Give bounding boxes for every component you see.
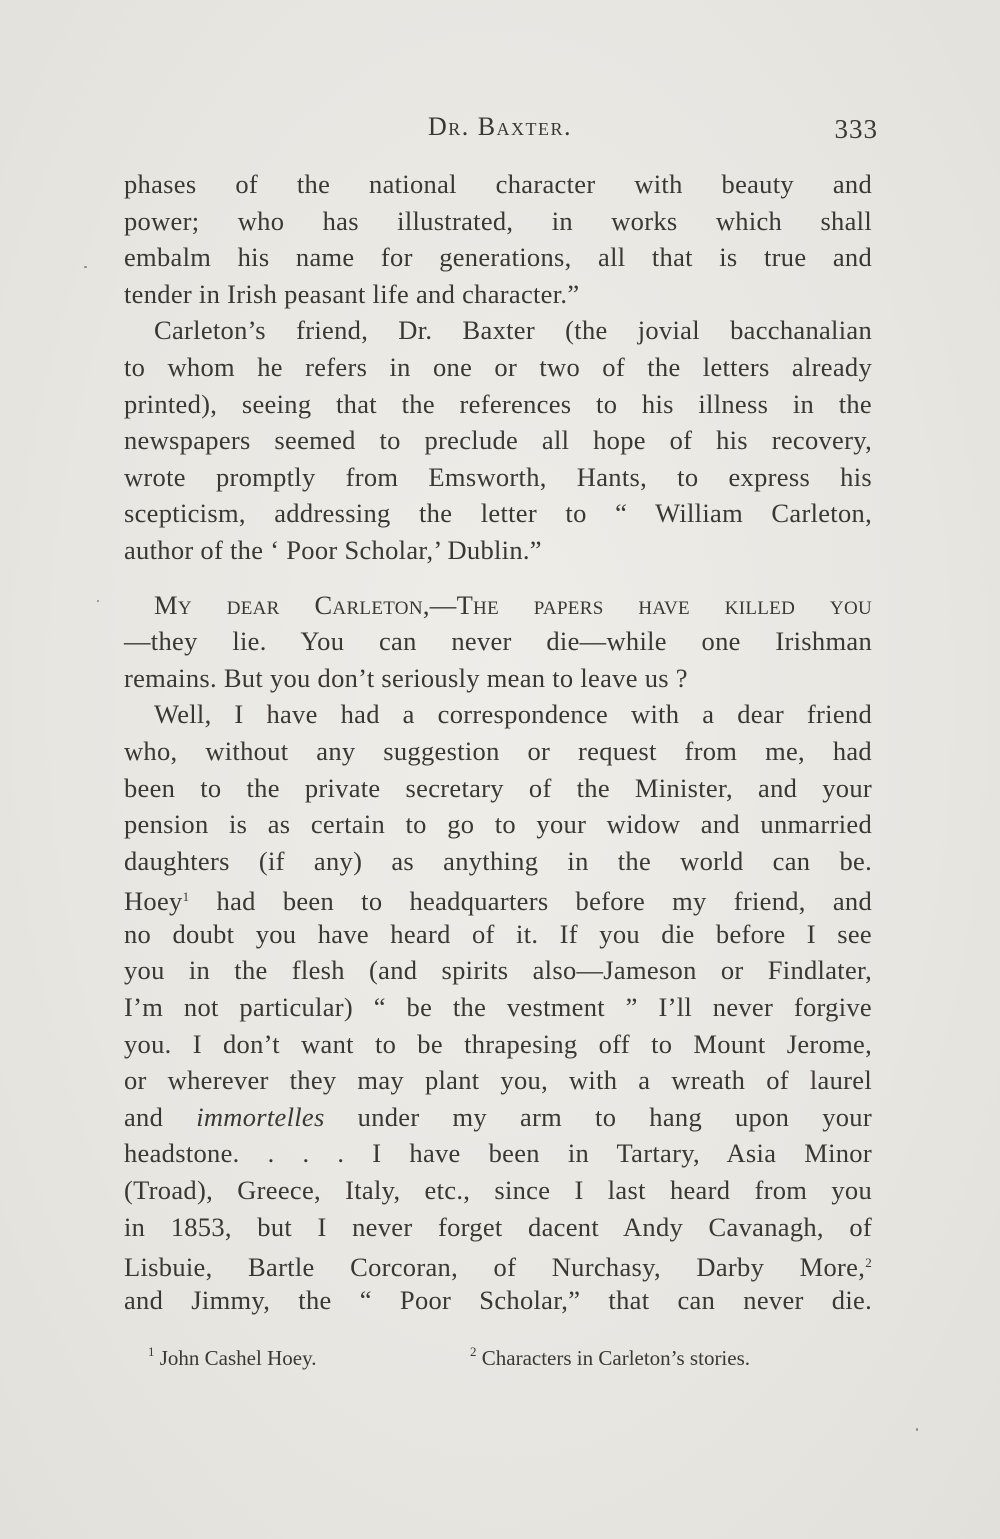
text-line: tender in Irish peasant life and character.”	[124, 278, 580, 309]
text-line: been to the private secretary of the Minister, and your	[124, 772, 872, 803]
footnote-text: John Cashel Hoey.	[159, 1346, 317, 1370]
body-text	[124, 166, 872, 1318]
text-line: in 1853, but I never forget dacent Andy Cavanagh, of	[124, 1211, 872, 1242]
text-line: who, without any suggestion or request from me, had	[124, 735, 872, 766]
footnote-text: Characters in Carleton’s stories.	[481, 1346, 751, 1370]
text-line: —they lie. You can never die—while one Irishman	[124, 626, 872, 657]
text-line: power; who has illustrated, in works which shall	[124, 205, 872, 236]
page-number: 333	[834, 114, 878, 144]
text-line: embalm his name for generations, all that is true and	[124, 242, 872, 273]
paper-speck	[916, 1428, 918, 1431]
text-line: (Troad), Greece, Italy, etc., since I last heard from you	[124, 1175, 872, 1206]
text-line: phases of the national character with beauty and	[124, 169, 872, 199]
letter-salutation-line: My dear Carleton,—The papers have killed you	[154, 589, 872, 620]
paper-speck	[97, 600, 99, 602]
text-line: I’m not particular) “ be the vestment ” I’ll never forgive	[124, 992, 872, 1023]
text-line: pension is as certain to go to your widow and unmarried	[124, 809, 872, 840]
text-line	[124, 1245, 872, 1282]
text-line: remains. But you don’t seriously mean to leave us ?	[124, 662, 688, 693]
italic-word: immortelles	[196, 1101, 325, 1132]
text-fragment: had been to headquarters before my friend, and	[216, 886, 872, 917]
paper-speck	[84, 266, 87, 268]
text-line: to whom he refers in one or two of the letters already	[124, 351, 872, 382]
text-line: or wherever they may plant you, with a wreath of laurel	[124, 1065, 872, 1096]
text-line	[124, 312, 872, 349]
text-line: you in the flesh (and spirits also—Jameson or Findlater,	[124, 955, 872, 986]
footnote-mark: 2	[470, 1344, 477, 1359]
paragraph-start: Carleton’s friend, Dr. Baxter (the jovial bacchanalian	[154, 315, 872, 346]
text-line	[124, 879, 872, 916]
text-line: headstone. . . . I have been in Tartary, Asia Minor	[124, 1138, 872, 1169]
footnote-reference: 1	[182, 889, 190, 905]
text-line: scepticism, addressing the letter to “ William Carleton,	[124, 498, 872, 529]
footnote	[148, 1344, 316, 1371]
paragraph-gap	[124, 569, 872, 587]
text-fragment: Lisbuie, Bartle Corcoran, of Nurchasy, Darby More,	[124, 1252, 866, 1283]
text-fragment: under my arm to hang upon your	[357, 1101, 872, 1132]
running-head: Dr. Baxter.	[427, 112, 573, 141]
footnote-mark: 1	[148, 1344, 155, 1359]
footnote-reference: 2	[865, 1255, 872, 1271]
text-line: printed), seeing that the references to his illness in the	[124, 388, 872, 419]
footnote	[470, 1344, 750, 1371]
text-fragment: and	[124, 1101, 164, 1132]
text-line: no doubt you have heard of it. If you die before I see	[124, 918, 872, 949]
text-line: Well, I have had a correspondence with a dear friend	[154, 699, 872, 730]
text-line: newspapers seemed to preclude all hope of his recovery,	[124, 425, 872, 456]
text-line: you. I don’t want to be thrapesing off to Mount Jerome,	[124, 1028, 872, 1059]
text-line: and Jimmy, the “ Poor Scholar,” that can never die.	[124, 1284, 872, 1315]
page-header	[124, 108, 876, 148]
text-line: wrote promptly from Emsworth, Hants, to express his	[124, 461, 872, 492]
text-line: author of the ‘ Poor Scholar,’ Dublin.”	[124, 534, 542, 565]
text-fragment: Hoey	[124, 886, 183, 917]
text-line	[124, 1099, 872, 1136]
text-line: daughters (if any) as anything in the world can be.	[124, 845, 872, 876]
